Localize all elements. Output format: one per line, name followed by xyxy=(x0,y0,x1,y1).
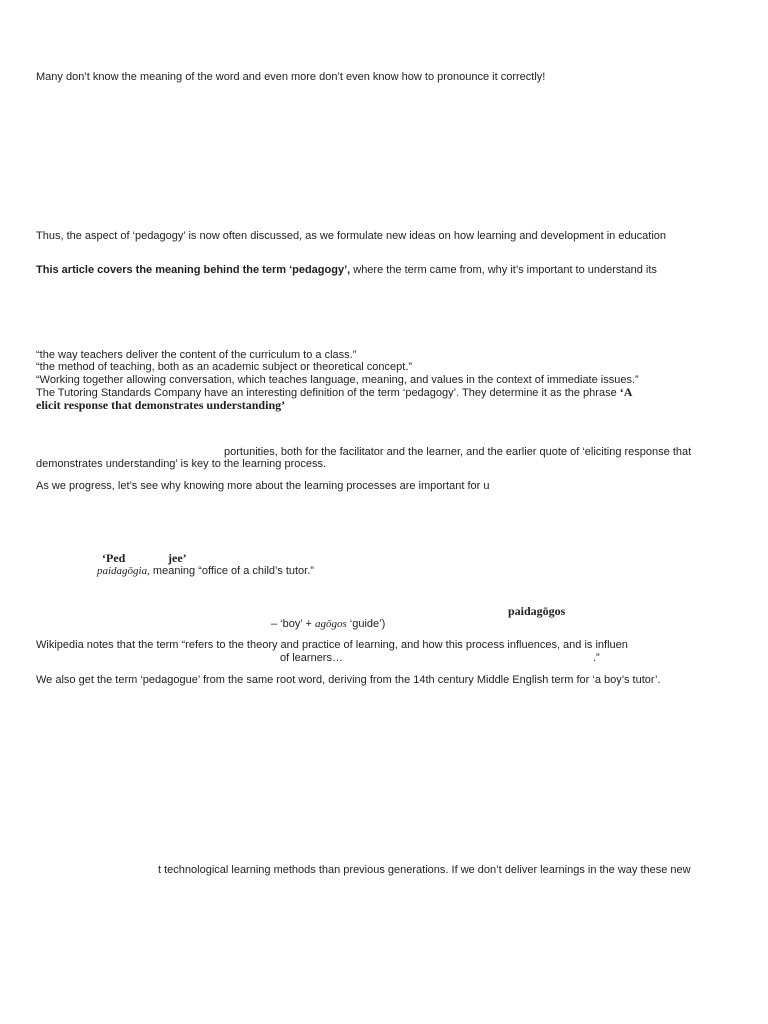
technology-line: t technological learning methods than previous generations. If we don’t deliver learnings in the way these new xyxy=(158,864,691,876)
tutoring-standards-quote-start: ‘A xyxy=(619,385,633,399)
definition-quote-1: “the way teachers deliver the content of the curriculum to a class.” xyxy=(36,349,357,361)
paidagogia-term: paidagōgia, xyxy=(97,565,150,577)
definition-quote-2: “the method of teaching, both as an academic subject or theoretical concept.” xyxy=(36,361,413,373)
paidagogos-term: paidagōgos xyxy=(508,604,566,618)
pedagogue-line: We also get the term ‘pedagogue’ from the same root word, deriving from the 14th century Middle English term for ‘a boy’s tutor’. xyxy=(36,674,661,686)
tutoring-standards-quote: elicit response that demonstrates understanding’ xyxy=(36,398,286,412)
learners-fragment: of learners… xyxy=(280,652,343,664)
article-summary-bold: This article covers the meaning behind the term ‘pedagogy’, xyxy=(36,264,351,276)
pronunciation-part-1: ‘Ped xyxy=(102,551,126,565)
word-roots-line xyxy=(271,618,385,631)
pedagogy-discussed-line: Thus, the aspect of ‘pedagogy’ is now often discussed, as we formulate new ideas on how learning and development in education xyxy=(36,230,667,242)
opportunities-line: portunities, both for the facilitator and the learner, and the earlier quote of ‘eliciting response that xyxy=(224,446,692,458)
closing-quote: .” xyxy=(593,652,600,664)
intro-line: Many don’t know the meaning of the word and even more don’t even know how to pronounce it correctly! xyxy=(36,71,546,83)
pronunciation-part-2: jee’ xyxy=(168,551,187,565)
article-summary-line xyxy=(36,264,657,277)
etymology-line xyxy=(97,565,314,578)
definition-quote-3: “Working together allowing conversation, which teaches language, meaning, and values in the context of immediate issues.” xyxy=(36,374,639,386)
tutoring-standards-text: The Tutoring Standards Company have an interesting definition of the term ‘pedagogy’. They determine it as the phrase xyxy=(36,387,620,399)
article-summary-rest: where the term came from, why it’s important to understand its xyxy=(350,264,657,276)
etymology-meaning: meaning “office of a child’s tutor.” xyxy=(149,565,314,577)
understanding-line: demonstrates understanding’ is key to the learning process. xyxy=(36,458,327,470)
agogos-term: agōgos xyxy=(314,618,347,630)
word-root-guide: ‘guide’) xyxy=(346,618,386,630)
word-root-boy: – ‘boy’ + xyxy=(271,618,315,630)
wikipedia-line: Wikipedia notes that the term “refers to the theory and practice of learning, and how this process influences, and is influen xyxy=(36,639,628,651)
progress-line: As we progress, let’s see why knowing more about the learning processes are important for u xyxy=(36,480,490,492)
